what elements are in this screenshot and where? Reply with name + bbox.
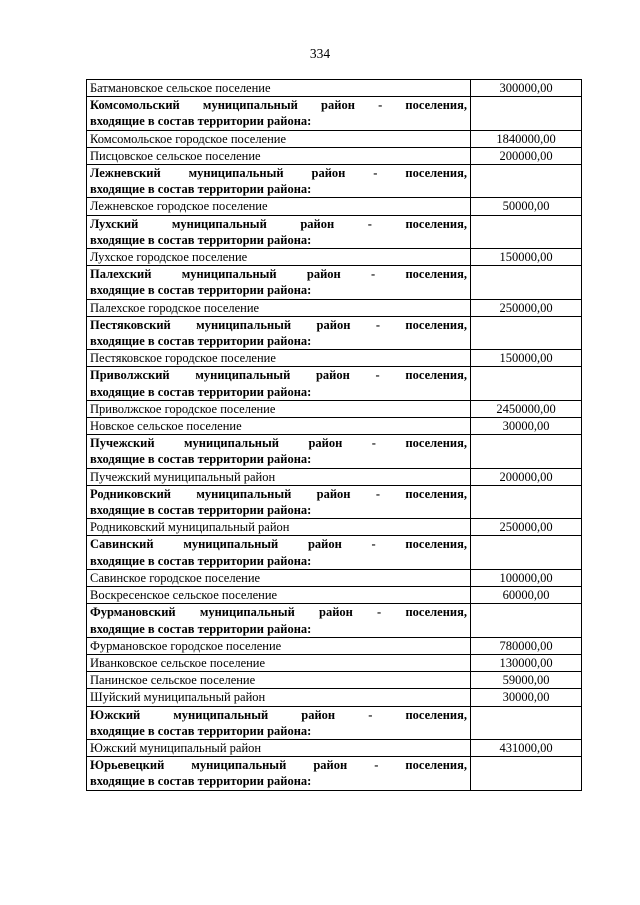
- amount-cell: 2450000,00: [471, 400, 582, 417]
- region-name-cell: [87, 435, 471, 468]
- amount-cell: 30000,00: [471, 418, 582, 435]
- region-subtitle-line: входящие в состав территории района:: [90, 621, 312, 636]
- allocation-table-body: [87, 80, 582, 791]
- amount-cell: [471, 706, 582, 739]
- region-name-line: Лухский муниципальный район - поселения,: [90, 216, 467, 231]
- settlement-row: [87, 80, 582, 97]
- region-name-cell: [87, 706, 471, 739]
- region-header-row: [87, 485, 582, 518]
- amount-cell: [471, 266, 582, 299]
- amount-cell: 300000,00: [471, 80, 582, 97]
- region-header-row: [87, 435, 582, 468]
- region-subtitle-line: входящие в состав территории района:: [90, 774, 312, 789]
- settlement-name-cell: Савинское городское поселение: [87, 569, 471, 586]
- amount-cell: 250000,00: [471, 299, 582, 316]
- amount-cell: 60000,00: [471, 587, 582, 604]
- settlement-name-cell: Пестяковское городское поселение: [87, 350, 471, 367]
- region-name-line: Юрьевецкий муниципальный район - поселения,: [90, 758, 467, 773]
- settlement-row: [87, 569, 582, 586]
- region-header-row: [87, 536, 582, 569]
- amount-cell: 100000,00: [471, 569, 582, 586]
- amount-cell: [471, 757, 582, 790]
- region-subtitle-line: входящие в состав территории района:: [90, 283, 312, 298]
- amount-cell: 150000,00: [471, 249, 582, 266]
- settlement-name-cell: Лухское городское поселение: [87, 249, 471, 266]
- region-name-cell: [87, 367, 471, 400]
- region-name-cell: [87, 757, 471, 790]
- region-header-row: [87, 757, 582, 790]
- amount-cell: 780000,00: [471, 637, 582, 654]
- settlement-row: [87, 654, 582, 671]
- region-name-line: Пестяковский муниципальный район - поселения,: [90, 317, 467, 332]
- amount-cell: 200000,00: [471, 468, 582, 485]
- region-header-row: [87, 604, 582, 637]
- settlement-row: [87, 249, 582, 266]
- settlement-name-cell: Лежневское городское поселение: [87, 198, 471, 215]
- amount-cell: 59000,00: [471, 672, 582, 689]
- page-number: 334: [309, 46, 331, 61]
- settlement-row: [87, 672, 582, 689]
- settlement-name-cell: Приволжское городское поселение: [87, 400, 471, 417]
- region-name-line: Приволжский муниципальный район - поселения,: [90, 368, 467, 383]
- region-name-line: Пучежский муниципальный район - поселения,: [90, 436, 467, 451]
- settlement-row: [87, 400, 582, 417]
- region-subtitle-line: входящие в состав территории района:: [90, 232, 312, 247]
- settlement-name-cell: Фурмановское городское поселение: [87, 637, 471, 654]
- region-name-line: Комсомольский муниципальный район - поселения,: [90, 98, 467, 113]
- region-name-cell: [87, 485, 471, 518]
- region-subtitle-line: входящие в состав территории района:: [90, 553, 312, 568]
- region-header-row: [87, 316, 582, 349]
- amount-cell: [471, 435, 582, 468]
- region-name-cell: [87, 536, 471, 569]
- settlement-name-cell: Иванковское сельское поселение: [87, 654, 471, 671]
- region-header-row: [87, 266, 582, 299]
- settlement-name-cell: Южский муниципальный район: [87, 739, 471, 756]
- settlement-name-cell: Панинское сельское поселение: [87, 672, 471, 689]
- settlement-name-cell: Новское сельское поселение: [87, 418, 471, 435]
- settlement-name-cell: Батмановское сельское поселение: [87, 80, 471, 97]
- region-subtitle-line: входящие в состав территории района:: [90, 182, 312, 197]
- region-name-cell: [87, 215, 471, 248]
- amount-cell: [471, 367, 582, 400]
- region-header-row: [87, 97, 582, 130]
- region-subtitle-line: входящие в состав территории района:: [90, 384, 312, 399]
- settlement-row: [87, 350, 582, 367]
- amount-cell: 50000,00: [471, 198, 582, 215]
- region-subtitle-line: входящие в состав территории района:: [90, 334, 312, 349]
- settlement-row: [87, 198, 582, 215]
- amount-cell: [471, 316, 582, 349]
- amount-cell: 130000,00: [471, 654, 582, 671]
- region-subtitle-line: входящие в состав территории района:: [90, 503, 312, 518]
- settlement-row: [87, 130, 582, 147]
- region-name-line: Палехский муниципальный район - поселения,: [90, 267, 467, 282]
- region-name-line: Южский муниципальный район - поселения,: [90, 707, 467, 722]
- amount-cell: 1840000,00: [471, 130, 582, 147]
- region-name-line: Родниковский муниципальный район - поселения,: [90, 486, 467, 501]
- settlement-name-cell: Пучежский муниципальный район: [87, 468, 471, 485]
- amount-cell: 431000,00: [471, 739, 582, 756]
- amount-cell: [471, 165, 582, 198]
- settlement-row: [87, 299, 582, 316]
- region-name-cell: [87, 604, 471, 637]
- allocation-table: [86, 79, 582, 791]
- settlement-name-cell: Палехское городское поселение: [87, 299, 471, 316]
- region-name-cell: [87, 266, 471, 299]
- amount-cell: [471, 536, 582, 569]
- amount-cell: [471, 604, 582, 637]
- region-name-line: Савинский муниципальный район - поселения,: [90, 537, 467, 552]
- region-name-cell: [87, 165, 471, 198]
- region-header-row: [87, 215, 582, 248]
- settlement-row: [87, 587, 582, 604]
- settlement-name-cell: Воскресенское сельское поселение: [87, 587, 471, 604]
- region-name-cell: [87, 97, 471, 130]
- amount-cell: [471, 215, 582, 248]
- settlement-row: [87, 147, 582, 164]
- settlement-name-cell: Писцовское сельское поселение: [87, 147, 471, 164]
- region-header-row: [87, 706, 582, 739]
- settlement-row: [87, 637, 582, 654]
- region-subtitle-line: входящие в состав территории района:: [90, 723, 312, 738]
- amount-cell: 150000,00: [471, 350, 582, 367]
- settlement-row: [87, 739, 582, 756]
- settlement-row: [87, 689, 582, 706]
- region-name-line: Фурмановский муниципальный район - поселения,: [90, 605, 467, 620]
- amount-cell: 250000,00: [471, 519, 582, 536]
- region-subtitle-line: входящие в состав территории района:: [90, 452, 312, 467]
- region-name-line: Лежневский муниципальный район - поселения,: [90, 166, 467, 181]
- settlement-name-cell: Комсомольское городское поселение: [87, 130, 471, 147]
- settlement-name-cell: Шуйский муниципальный район: [87, 689, 471, 706]
- settlement-name-cell: Родниковский муниципальный район: [87, 519, 471, 536]
- region-header-row: [87, 165, 582, 198]
- settlement-row: [87, 418, 582, 435]
- amount-cell: [471, 97, 582, 130]
- settlement-row: [87, 468, 582, 485]
- region-subtitle-line: входящие в состав территории района:: [90, 114, 312, 129]
- amount-cell: 30000,00: [471, 689, 582, 706]
- settlement-row: [87, 519, 582, 536]
- amount-cell: 200000,00: [471, 147, 582, 164]
- amount-cell: [471, 485, 582, 518]
- region-name-cell: [87, 316, 471, 349]
- region-header-row: [87, 367, 582, 400]
